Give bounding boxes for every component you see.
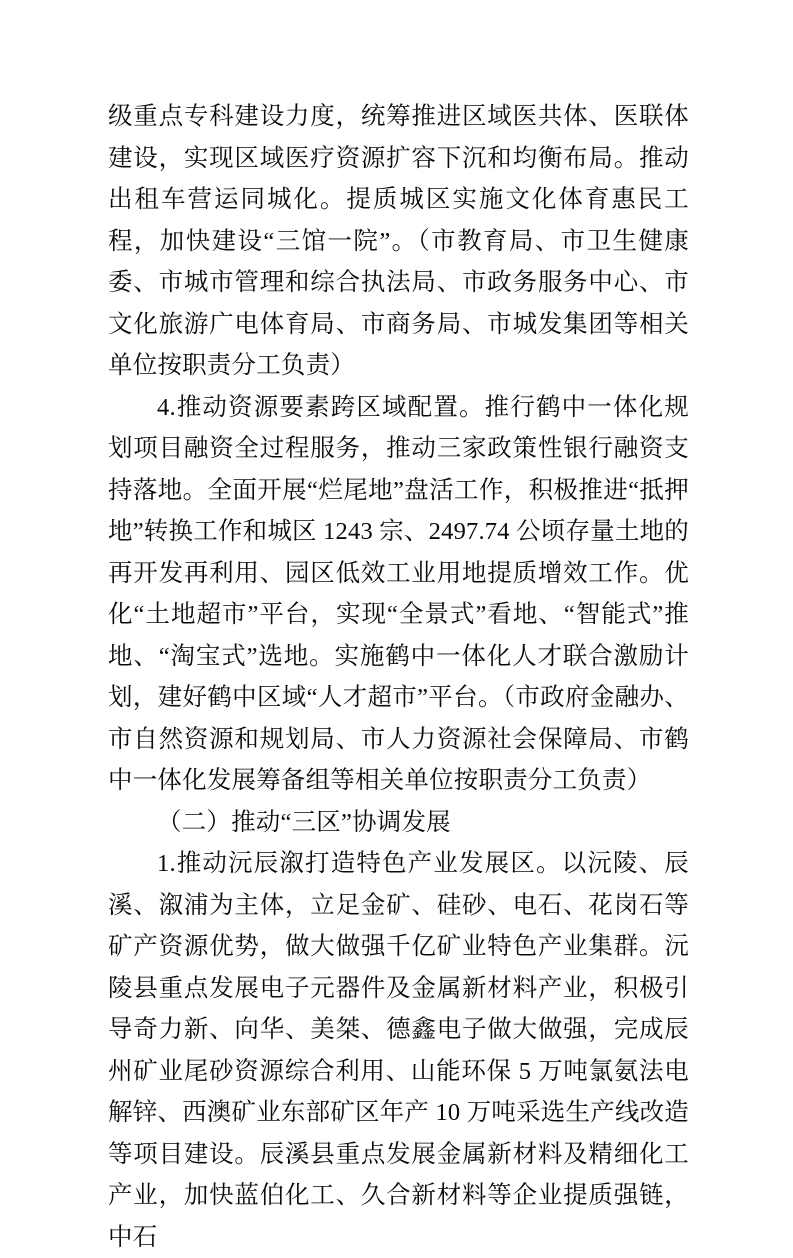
section-heading-two: （二）推动“三区”协调发展	[157, 808, 451, 836]
paragraph-item-1: 1.推动沅辰溆打造特色产业发展区。以沅陵、辰溪、溆浦为主体，立足金矿、硅砂、电石、花岗石等矿产资源优势，做大做强千亿矿业特色产业集群。沅陵县重点发展电子元器件及金属新材料产业，积极引导奇力新、向华、美桀、德鑫电子做大做强，完成辰州矿业尾砂资源综合利用、山能环保 5 万吨氯氨法电解锌、西澳矿业东部矿区年产 10 万吨采选生产线改造等项目建设。辰溪县重点发展金属新材料及精细化工产业，加快蓝伯化工、久合新材料等企业提质强链，中石	[108, 850, 689, 1251]
paragraph-item-4: 4.推动资源要素跨区域配置。推行鹤中一体化规划项目融资全过程服务，推动三家政策性银行融资支持落地。全面开展“烂尾地”盘活工作，积极推进“抵押地”转换工作和城区 1243 宗、2497.74 公顷存量土地的再开发再利用、园区低效工业用地提质增效工作。优化“土地超市”平台，实现“全景式”看地、“智能式”推地、“淘宝式”选地。实施鹤中一体化人才联合激励计划，建好鹤中区域“人才超市”平台。（市政府金融办、市自然资源和规划局、市人力资源社会保障局、市鹤中一体化发展筹备组等相关单位按职责分工负责）	[108, 393, 689, 794]
paragraph-continuation: 级重点专科建设力度，统筹推进区域医共体、医联体建设，实现区域医疗资源扩容下沉和均衡布局。推动出租车营运同城化。提质城区实施文化体育惠民工程，加快建设“三馆一院”。（市教育局、市卫生健康委、市城市管理和综合执法局、市政务服务中心、市文化旅游广电体育局、市商务局、市城发集团等相关单位按职责分工负责）	[108, 103, 689, 379]
document-body	[108, 96, 689, 1258]
